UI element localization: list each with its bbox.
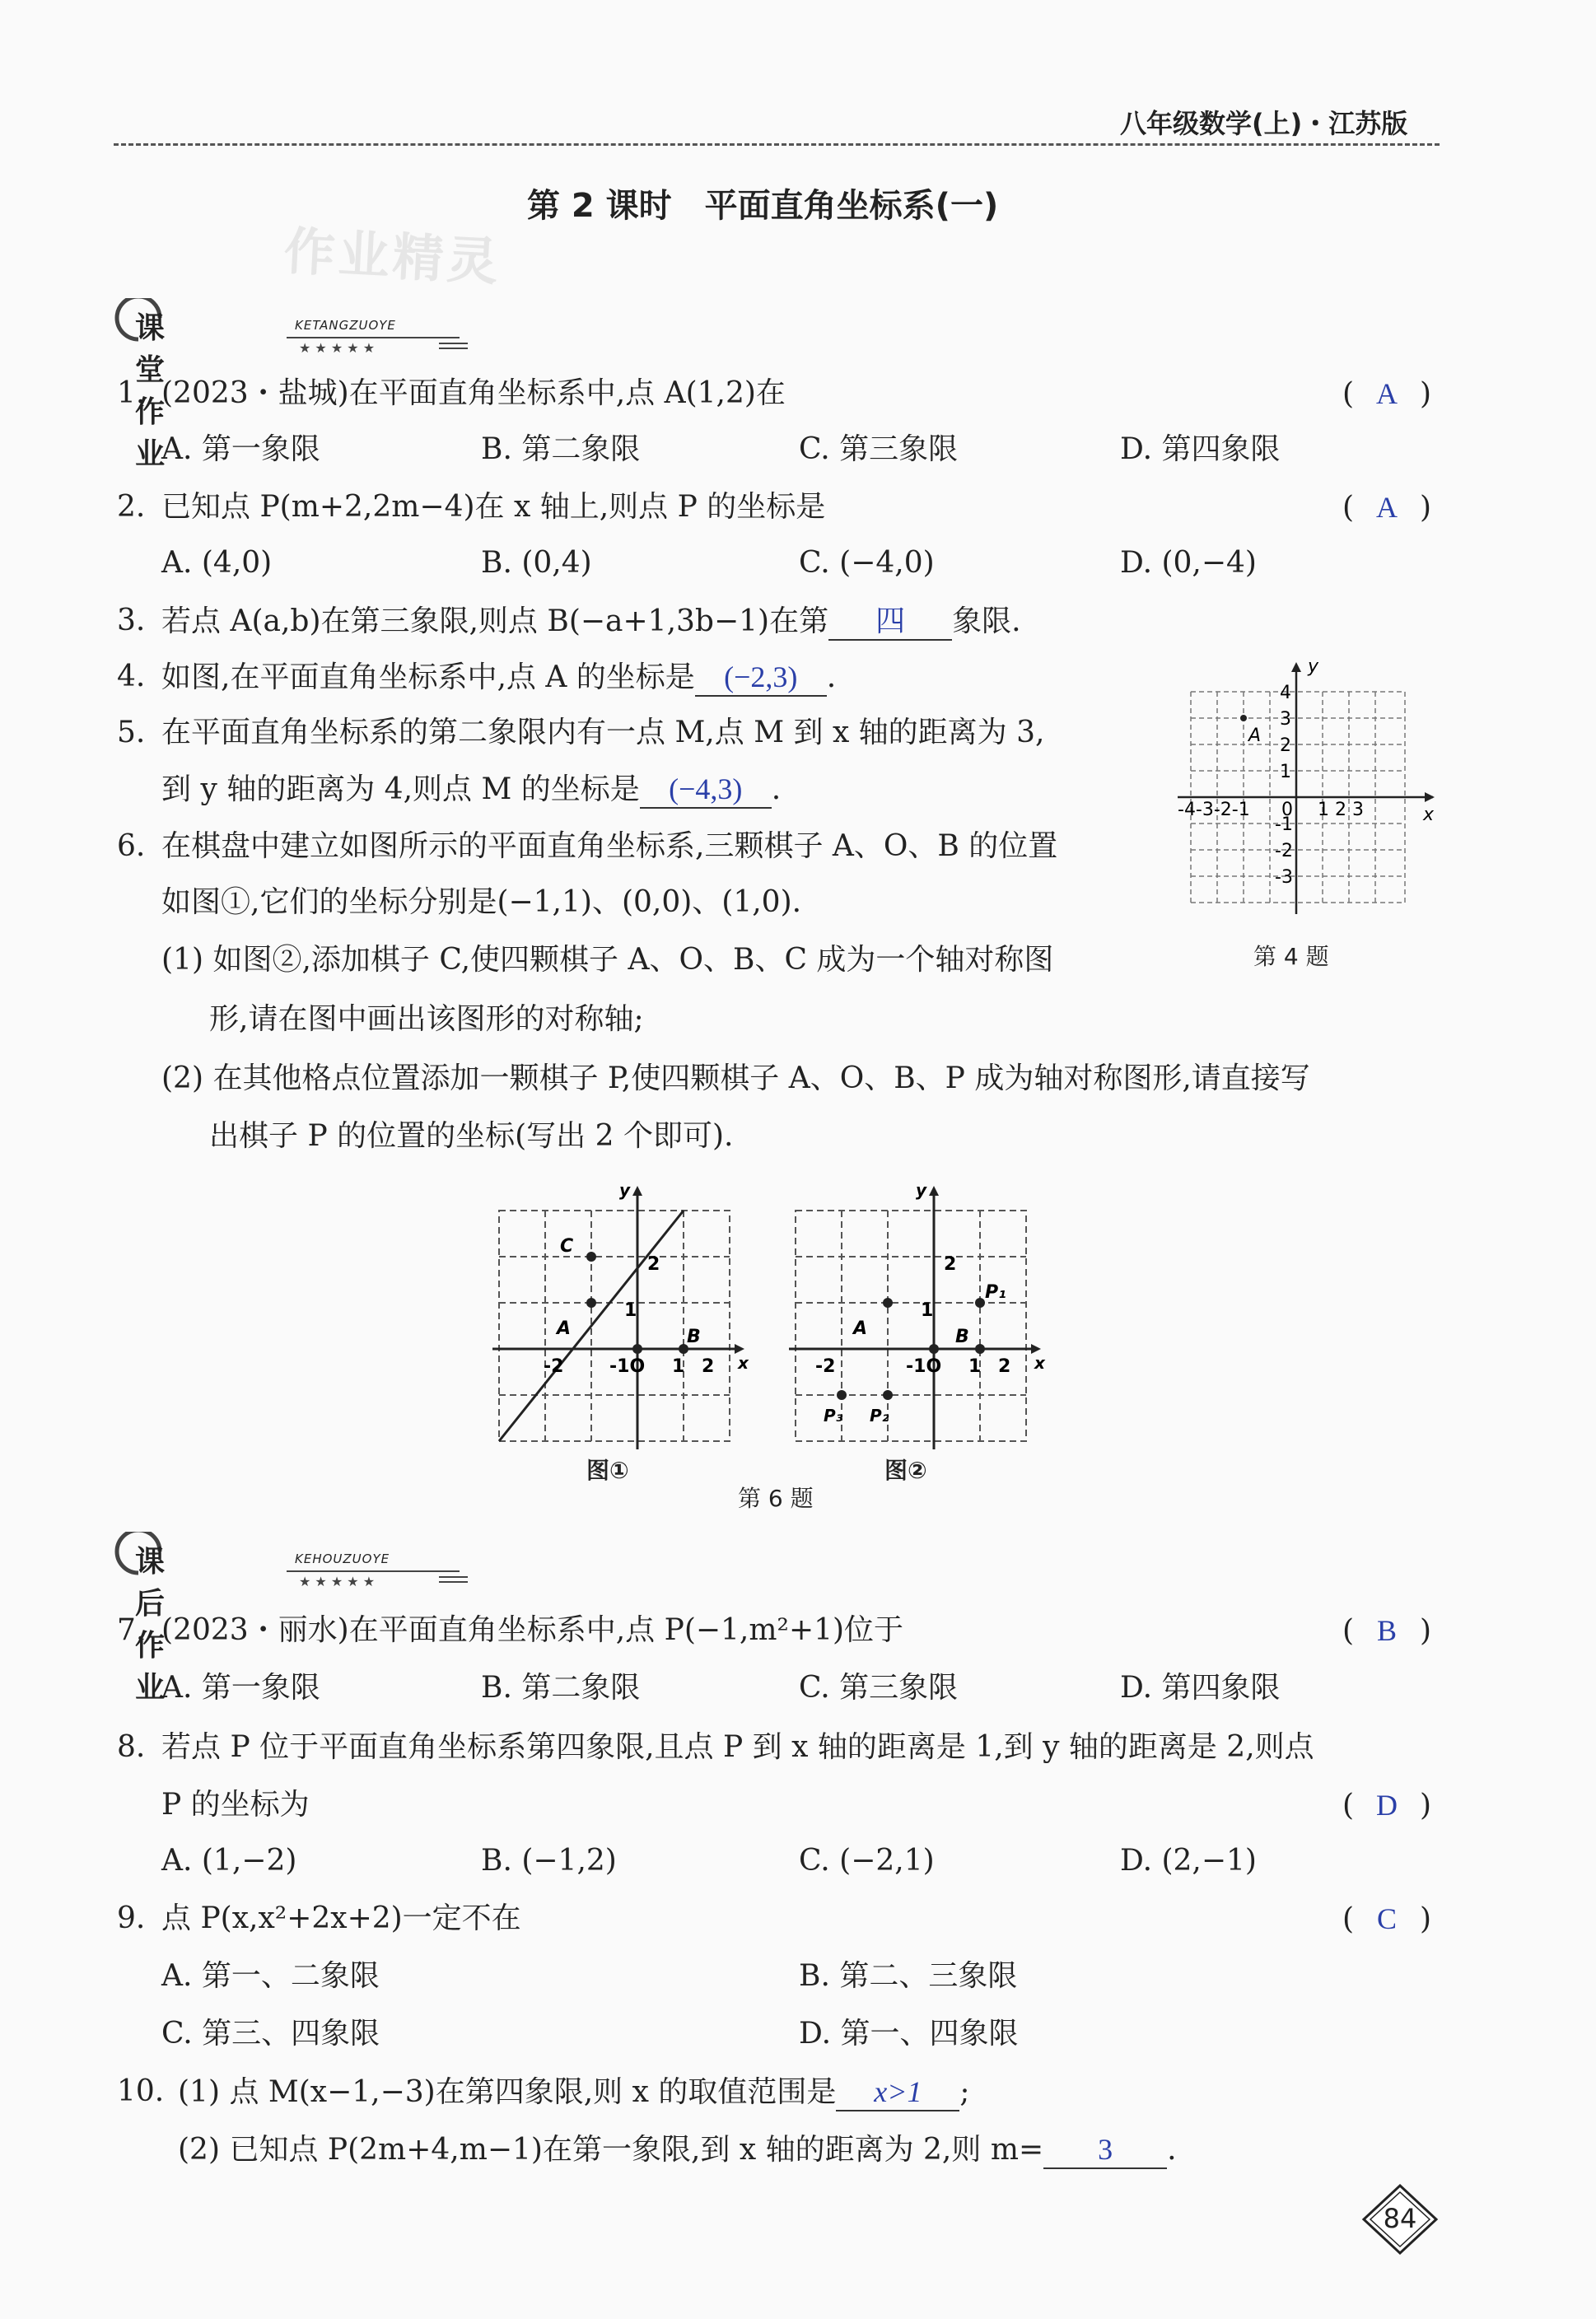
q8-answer-paren xyxy=(1342,1787,1431,1824)
q9-number: 9. xyxy=(117,1901,146,1935)
q4-x-label: x xyxy=(1423,805,1435,825)
q9-option-b: B. 第二、三象限 xyxy=(799,1959,1018,1993)
svg-text:x: x xyxy=(1034,1353,1045,1373)
q7-option-c: C. 第三象限 xyxy=(799,1671,959,1705)
q7-option-d: D. 第四象限 xyxy=(1120,1671,1281,1705)
svg-text:B: B xyxy=(687,1327,701,1347)
q1-option-c: C. 第三象限 xyxy=(799,432,959,466)
q4-figure-caption: 第 4 题 xyxy=(1253,943,1329,970)
q2-text: 已知点 P(m+2,2m−4)在 x 轴上,则点 P 的坐标是 xyxy=(161,490,826,524)
svg-text:1: 1 xyxy=(672,1356,685,1377)
q10-part2-post: . xyxy=(1167,2133,1177,2167)
svg-text:P₁: P₁ xyxy=(985,1282,1006,1303)
q7-answer-paren xyxy=(1342,1612,1431,1649)
q4-number: 4. xyxy=(117,660,146,693)
watermark: 作业精灵 xyxy=(282,221,503,292)
section-label: 课后作业 xyxy=(135,1545,167,1705)
q3-number: 3. xyxy=(117,604,146,637)
q6-fig1-caption: 图① xyxy=(586,1457,629,1484)
svg-text:-2: -2 xyxy=(544,1356,564,1377)
svg-text:P₃: P₃ xyxy=(824,1406,843,1425)
q9-answer-paren xyxy=(1342,1901,1431,1938)
q2-answer-paren xyxy=(1342,489,1431,526)
q1-answer-paren xyxy=(1342,376,1431,413)
q4-tick-m1: -1 xyxy=(1275,814,1293,835)
q6-number: 6. xyxy=(117,829,146,863)
svg-text:-2: -2 xyxy=(815,1356,836,1377)
q5-post: . xyxy=(771,772,782,806)
q1-number: 1. xyxy=(117,376,146,410)
q2-option-d: D. (0,−4) xyxy=(1120,546,1257,580)
q1-text: (2023・盐城)在平面直角坐标系中,点 A(1,2)在 xyxy=(161,376,786,410)
svg-text:A: A xyxy=(557,1318,572,1339)
q8-answer: D xyxy=(1376,1789,1398,1822)
q2-option-c: C. (−4,0) xyxy=(799,546,935,580)
q4-text: 如图,在平面直角坐标系中,点 A 的坐标是 xyxy=(161,660,695,694)
q1-answer: A xyxy=(1376,377,1398,410)
q4-answer-blank: (−2,3) xyxy=(695,659,827,697)
svg-text:x: x xyxy=(738,1353,749,1373)
q8-option-a: A. (1,−2) xyxy=(161,1844,297,1878)
q5-number: 5. xyxy=(117,716,146,749)
q8-option-c: C. (−2,1) xyxy=(799,1844,935,1878)
section-label: 课堂作业 xyxy=(135,311,167,471)
paren-open: ( xyxy=(1342,491,1355,525)
svg-text:y: y xyxy=(916,1180,927,1200)
fig2-point-p1 xyxy=(975,1298,985,1308)
svg-text:-1O: -1O xyxy=(609,1356,646,1377)
q9-option-d: D. 第一、四象限 xyxy=(799,2017,1019,2051)
paren-open: ( xyxy=(1342,1789,1355,1822)
paren-close: ) xyxy=(1420,491,1432,525)
q3-text: 若点 A(a,b)在第三象限,则点 B(−a+1,3b−1)在第 xyxy=(161,604,829,638)
paren-close: ) xyxy=(1420,377,1432,411)
paren-close: ) xyxy=(1420,1902,1432,1936)
svg-text:2: 2 xyxy=(998,1356,1011,1377)
svg-text:1: 1 xyxy=(968,1356,982,1377)
q9-answer: C xyxy=(1377,1902,1398,1935)
q10-part1 xyxy=(178,2074,970,2111)
q4-point-a xyxy=(1240,715,1247,721)
page-number: 84 xyxy=(1383,2203,1417,2234)
q1-option-a: A. 第一象限 xyxy=(161,432,320,466)
fig1-y-arrow-icon xyxy=(632,1186,642,1196)
svg-text:y: y xyxy=(619,1180,631,1200)
q4-tick-m2: -2 xyxy=(1275,841,1293,861)
fig2-point-b xyxy=(975,1344,985,1354)
q5-line2 xyxy=(161,771,781,809)
q9-option-c: C. 第三、四象限 xyxy=(161,2017,380,2051)
paren-close: ) xyxy=(1420,1789,1432,1822)
q6-figure-1 xyxy=(486,1178,758,1474)
fig1-point-a xyxy=(586,1298,596,1308)
q5-answer-blank: (−4,3) xyxy=(640,771,772,809)
q6-figure-2 xyxy=(782,1178,1062,1474)
q3-line xyxy=(161,603,1021,641)
q7-option-a: A. 第一象限 xyxy=(161,1671,320,1705)
q9-option-a: A. 第一、二象限 xyxy=(161,1959,380,1993)
q6-line2: 如图①,它们的坐标分别是(−1,1)、(0,0)、(1,0). xyxy=(161,885,802,919)
svg-text:-1O: -1O xyxy=(906,1356,942,1377)
svg-text:2: 2 xyxy=(702,1356,715,1377)
q4-y-label: y xyxy=(1308,659,1319,677)
q1-option-d: D. 第四象限 xyxy=(1120,432,1281,466)
q2-answer: A xyxy=(1376,491,1398,524)
q4-x-arrow-icon xyxy=(1425,792,1435,802)
section-sub: KEHOUZUOYE xyxy=(295,1551,390,1566)
q2-number: 2. xyxy=(117,490,146,524)
q4-tick-xpos: 1 2 3 xyxy=(1318,800,1364,820)
q10-part2-answer-blank: 3 xyxy=(1043,2131,1167,2169)
q8-option-d: D. (2,−1) xyxy=(1120,1844,1257,1878)
q6-figure-caption: 第 6 题 xyxy=(738,1485,814,1512)
q6-sub2-line1: (2) 在其他格点位置添加一颗棋子 P,使四颗棋子 A、O、B、P 成为轴对称图形,请直接写 xyxy=(161,1062,1310,1095)
svg-text:P₂: P₂ xyxy=(870,1406,889,1425)
q6-sub1-line1: (1) 如图②,添加棋子 C,使四颗棋子 A、O、B、C 成为一个轴对称图 xyxy=(161,943,1054,977)
paren-open: ( xyxy=(1342,1902,1355,1936)
q3-answer-blank: 四 xyxy=(828,603,952,641)
q4-post: . xyxy=(826,660,837,694)
q9-text: 点 P(x,x²+2x+2)一定不在 xyxy=(161,1901,521,1935)
q4-tick-xneg: -4-3-2-1 xyxy=(1178,800,1250,820)
paren-open: ( xyxy=(1342,1614,1355,1648)
q6-sub2-line2: 出棋子 P 的位置的坐标(写出 2 个即可). xyxy=(209,1119,734,1153)
q5-text: 到 y 轴的距离为 4,则点 M 的坐标是 xyxy=(161,772,640,806)
q8-line2: P 的坐标为 xyxy=(161,1788,310,1822)
svg-text:2: 2 xyxy=(944,1254,957,1275)
q7-text: (2023・丽水)在平面直角坐标系中,点 P(−1,m²+1)位于 xyxy=(161,1613,904,1647)
q3-post: 象限. xyxy=(952,604,1021,638)
svg-text:A: A xyxy=(853,1318,868,1339)
q7-option-b: B. 第二象限 xyxy=(481,1671,641,1705)
fig2-y-arrow-icon xyxy=(929,1186,939,1196)
q8-line1: 若点 P 位于平面直角坐标系第四象限,且点 P 到 x 轴的距离是 1,到 y 轴的距离是 2,则点 xyxy=(161,1730,1314,1764)
svg-text:★ ★ ★ ★ ★: ★ ★ ★ ★ ★ xyxy=(299,340,376,356)
header-divider xyxy=(114,143,1440,146)
q8-option-b: B. (−1,2) xyxy=(481,1844,617,1878)
fig1-point-c xyxy=(586,1252,596,1262)
q4-tick-origin: 0 xyxy=(1281,800,1293,820)
q10-part2 xyxy=(178,2131,1177,2169)
fig2-point-p3 xyxy=(837,1390,847,1400)
svg-text:2: 2 xyxy=(647,1254,660,1275)
svg-text:★ ★ ★ ★ ★: ★ ★ ★ ★ ★ xyxy=(299,1574,376,1589)
q4-tick-m3: -3 xyxy=(1275,867,1293,888)
q10-part1-answer-blank: x>1 xyxy=(836,2074,959,2111)
q6-sub1-line2: 形,请在图中画出该图形的对称轴; xyxy=(209,1002,644,1036)
q4-y-arrow-icon xyxy=(1291,662,1301,672)
section-sub: KETANGZUOYE xyxy=(295,318,396,333)
q2-option-b: B. (0,4) xyxy=(481,546,592,580)
q7-answer: B xyxy=(1377,1614,1398,1647)
fig2-point-p2 xyxy=(883,1390,893,1400)
q10-part2-text: (2) 已知点 P(2m+4,m−1)在第一象限,到 x 轴的距离为 2,则 m= xyxy=(178,2133,1044,2167)
svg-text:C: C xyxy=(560,1236,574,1257)
svg-text:1: 1 xyxy=(624,1300,637,1321)
svg-text:1: 1 xyxy=(921,1300,934,1321)
q6-fig2-caption: 图② xyxy=(884,1457,927,1484)
q4-line xyxy=(161,659,836,697)
q4-tick-1: 1 xyxy=(1280,762,1291,782)
q10-part1-text: (1) 点 M(x−1,−3)在第四象限,则 x 的取值范围是 xyxy=(178,2075,837,2109)
svg-text:B: B xyxy=(955,1327,969,1347)
q4-tick-2: 2 xyxy=(1280,735,1291,756)
fig2-point-a xyxy=(883,1298,893,1308)
book-header: 八年级数学(上)・江苏版 xyxy=(1120,108,1408,139)
q4-figure xyxy=(1169,659,1449,922)
q4-tick-3: 3 xyxy=(1280,709,1291,730)
q10-number: 10. xyxy=(117,2074,165,2108)
q5-line1: 在平面直角坐标系的第二象限内有一点 M,点 M 到 x 轴的距离为 3, xyxy=(161,716,1045,749)
q2-option-a: A. (4,0) xyxy=(161,546,273,580)
q4-point-a-label: A xyxy=(1248,726,1262,746)
q7-number: 7. xyxy=(117,1613,146,1647)
paren-open: ( xyxy=(1342,377,1355,411)
q10-part1-post: ; xyxy=(959,2075,970,2109)
q1-option-b: B. 第二象限 xyxy=(481,432,641,466)
q4-tick-4: 4 xyxy=(1280,683,1291,703)
paren-close: ) xyxy=(1420,1614,1432,1648)
q6-line1: 在棋盘中建立如图所示的平面直角坐标系,三颗棋子 A、O、B 的位置 xyxy=(161,829,1058,863)
q8-number: 8. xyxy=(117,1730,146,1764)
lesson-title: 第 2 课时 平面直角坐标系(一) xyxy=(527,187,999,225)
fig1-point-o xyxy=(632,1344,642,1354)
fig2-point-o xyxy=(929,1344,939,1354)
